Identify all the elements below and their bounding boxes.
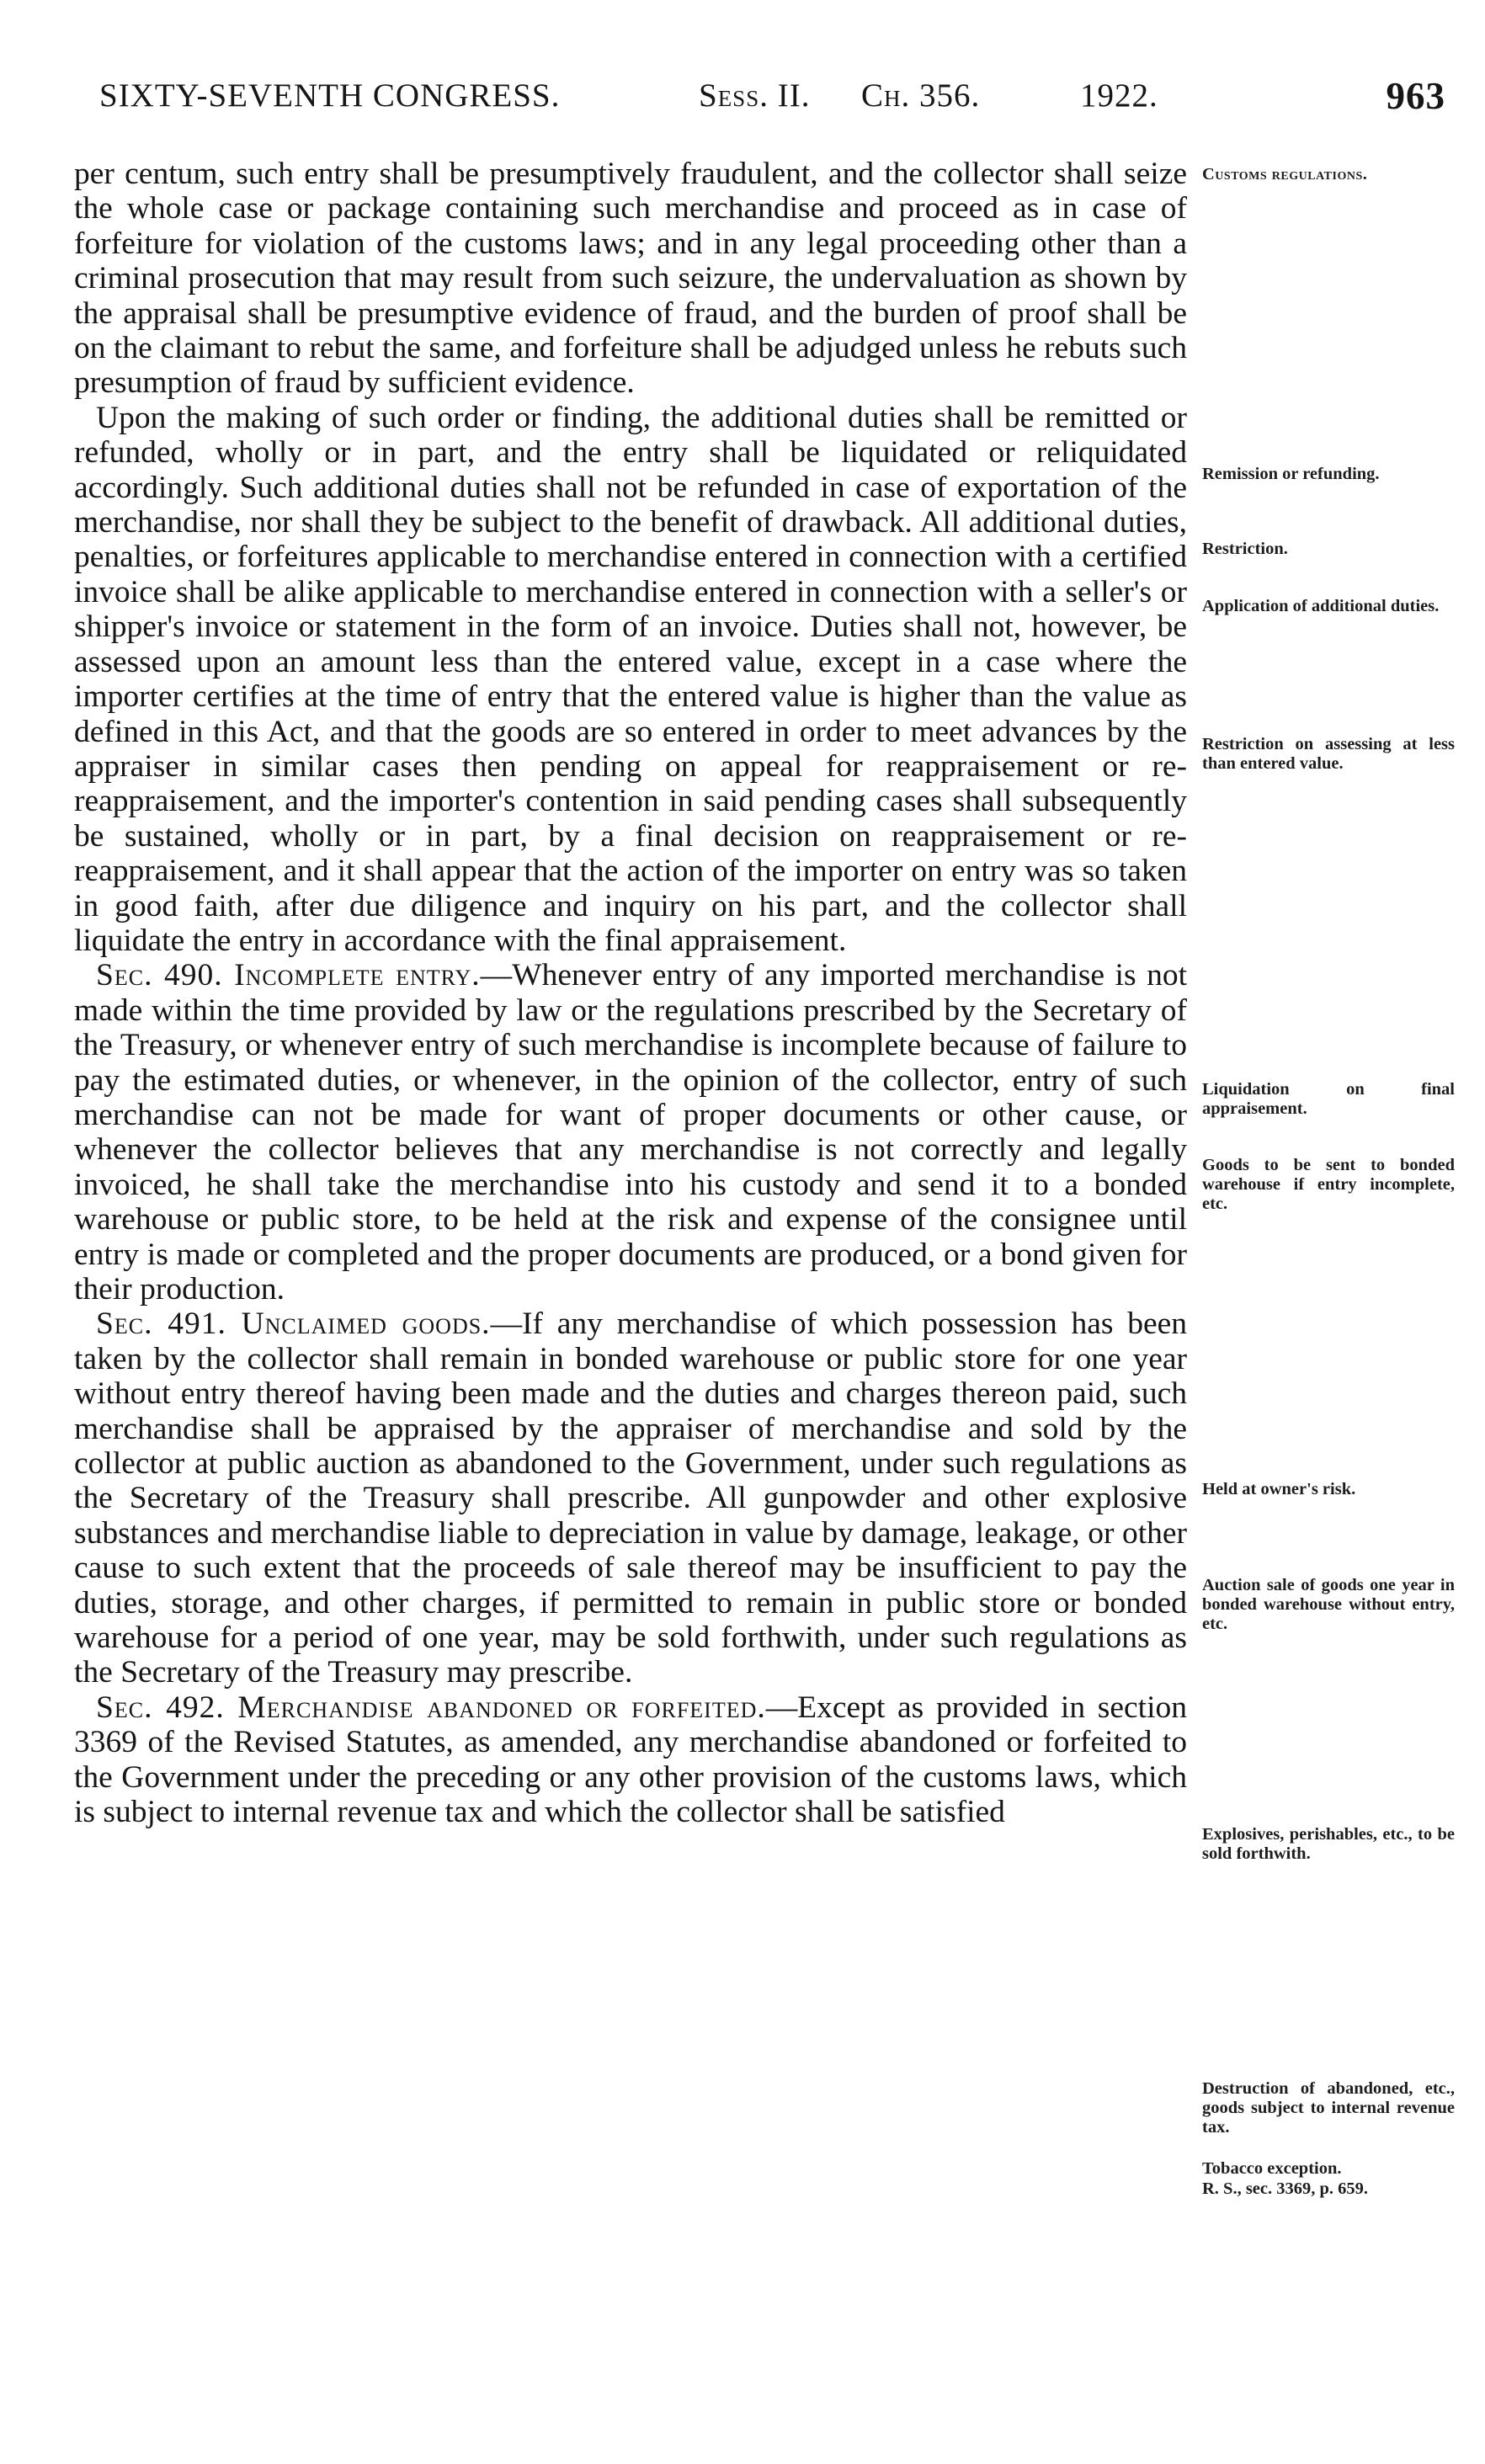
- paragraph-text: per centum, such entry shall be presumptively fraudulent, and the collector shall seize the whole case or package containing such merchandise and proceed as in case of forfeiture for violation of the customs laws; and in any legal proceeding other than a criminal prosecution that may result from such seizure, the undervaluation as shown by the appraisal shall be presumptive evidence of fraud, and the burden of proof shall be on the claimant to rebut the same, and forfeiture shall be adjudged unless he rebuts such presumption of fraud by sufficient evidence.: [74, 157, 1187, 401]
- margin-note: Liquidation on final appraisement.: [1202, 1080, 1455, 1118]
- header-year: 1922.: [1080, 77, 1158, 114]
- margin-note: Destruction of abandoned, etc., goods subject to internal revenue tax.: [1202, 2079, 1455, 2137]
- paragraph-text: —If any merchandise of which possession has been taken by the collector shall remain in bonded warehouse or public store for one year without entry thereof having been made and the duties and charges thereon paid, such merchandise shall be appraised by the appraiser of merchandise and sold by the collector at public auction as abandoned to the Government, under such regulations as the Secretary of the Treasury shall prescribe. All gunpowder and other explosive substances and merchandise liable to depreciation in value by damage, leakage, or other cause to such extent that the proceeds of sale thereof may be insufficient to pay the duties, storage, and other charges, if permitted to remain in public store or bonded warehouse for a period of one year, may be sold forthwith, under such regulations as the Secretary of the Treasury may prescribe.: [74, 1307, 1188, 1690]
- margin-note: Remission or refunding.: [1202, 465, 1380, 483]
- header-congress: SIXTY-SEVENTH CONGRESS.: [99, 77, 561, 114]
- header-session: Sess. II.: [699, 77, 811, 114]
- paragraph-text: —Whenever entry of any imported merchandise is not made within the time provided by law or the regulations prescribed by the Secretary of the Treasury, or whenever entry of such merchandise is incomplete because of failure to pay the estimated duties, or whenever, in the opinion of the collector, entry of such merchandise can not be made for want of proper documents or other cause, or whenever the collector believes that any merchandise is not correctly and legally invoiced, he shall take the merchandise into his custody and send it to a bonded warehouse or public store, to be held at the risk and expense of the consignee until entry is made or completed and the proper documents are produced, or a bond given for their production.: [74, 958, 1187, 1307]
- section-heading: Sec. 491. Unclaimed goods.: [96, 1307, 491, 1342]
- paragraph-remission: [74, 401, 1187, 959]
- section-heading: Sec. 490. Incomplete entry.: [96, 958, 481, 993]
- section-heading: Sec. 492. Merchandise abandoned or forfeited.: [96, 1690, 766, 1725]
- margin-note: Application of additional duties.: [1202, 597, 1440, 615]
- paragraph-text: Upon the making of such order or finding, the additional duties shall be remitted or refunded, wholly or in part, and the entry shall be liquidated or reliquidated accordingly. Such additional duties shall not be refunded in case of exportation of the merchandise, nor shall they be subject to the benefit of drawback. All additional duties, penalties, or forfeitures applicable to merchandise entered in connection with a certified invoice shall be alike applicable to merchandise entered in connection with a seller's or shipper's invoice or statement in the form of an invoice. Duties shall not, however, be assessed upon an amount less than the entered value, except in a case where the importer certifies at the time of entry that the entered value is higher than the value as defined in this Act, and that the goods are so entered in order to meet advances by the appraiser in similar cases then pending on appeal for reappraisement or re-reappraisement, and the importer's contention in said pending cases shall subsequently be sustained, wholly or in part, by a final decision on reappraisement or re-reappraisement, and it shall appear that the action of the importer on entry was so taken in good faith, after due diligence and inquiry on his part, and the collector shall liquidate the entry in accordance with the final appraisement.: [74, 400, 1187, 958]
- margin-note: Held at owner's risk.: [1202, 1480, 1356, 1498]
- margin-note: R. S., sec. 3369, p. 659.: [1202, 2179, 1369, 2198]
- section-491: [74, 1307, 1187, 1690]
- margin-note: Restriction.: [1202, 540, 1288, 558]
- margin-note: Goods to be sent to bonded warehouse if entry incomplete, etc.: [1202, 1156, 1455, 1213]
- page-number: 963: [1386, 75, 1445, 117]
- margin-note: Explosives, perishables, etc., to be sold forthwith.: [1202, 1825, 1455, 1863]
- section-490: [74, 958, 1187, 1307]
- margin-note: Customs regulations.: [1202, 165, 1368, 184]
- section-492: [74, 1690, 1187, 1830]
- main-text-column: [74, 157, 1187, 1830]
- margin-note: Tobacco exception.: [1202, 2159, 1342, 2178]
- paragraph-text: —Except as provided in section 3369 of the Revised Statutes, as amended, any merchandise abandoned or forfeited to the Government under the preceding or any other provision of the customs laws, which is subject to internal revenue tax and which the collector shall be satisfied: [74, 1690, 1187, 1830]
- margin-note: Auction sale of goods one year in bonded warehouse without entry, etc.: [1202, 1576, 1455, 1633]
- margin-note: Restriction on assessing at less than entered value.: [1202, 735, 1455, 773]
- margin-notes: [1202, 0, 1455, 2464]
- header-chapter: Ch. 356.: [861, 77, 981, 114]
- paragraph-continuation: [74, 157, 1187, 401]
